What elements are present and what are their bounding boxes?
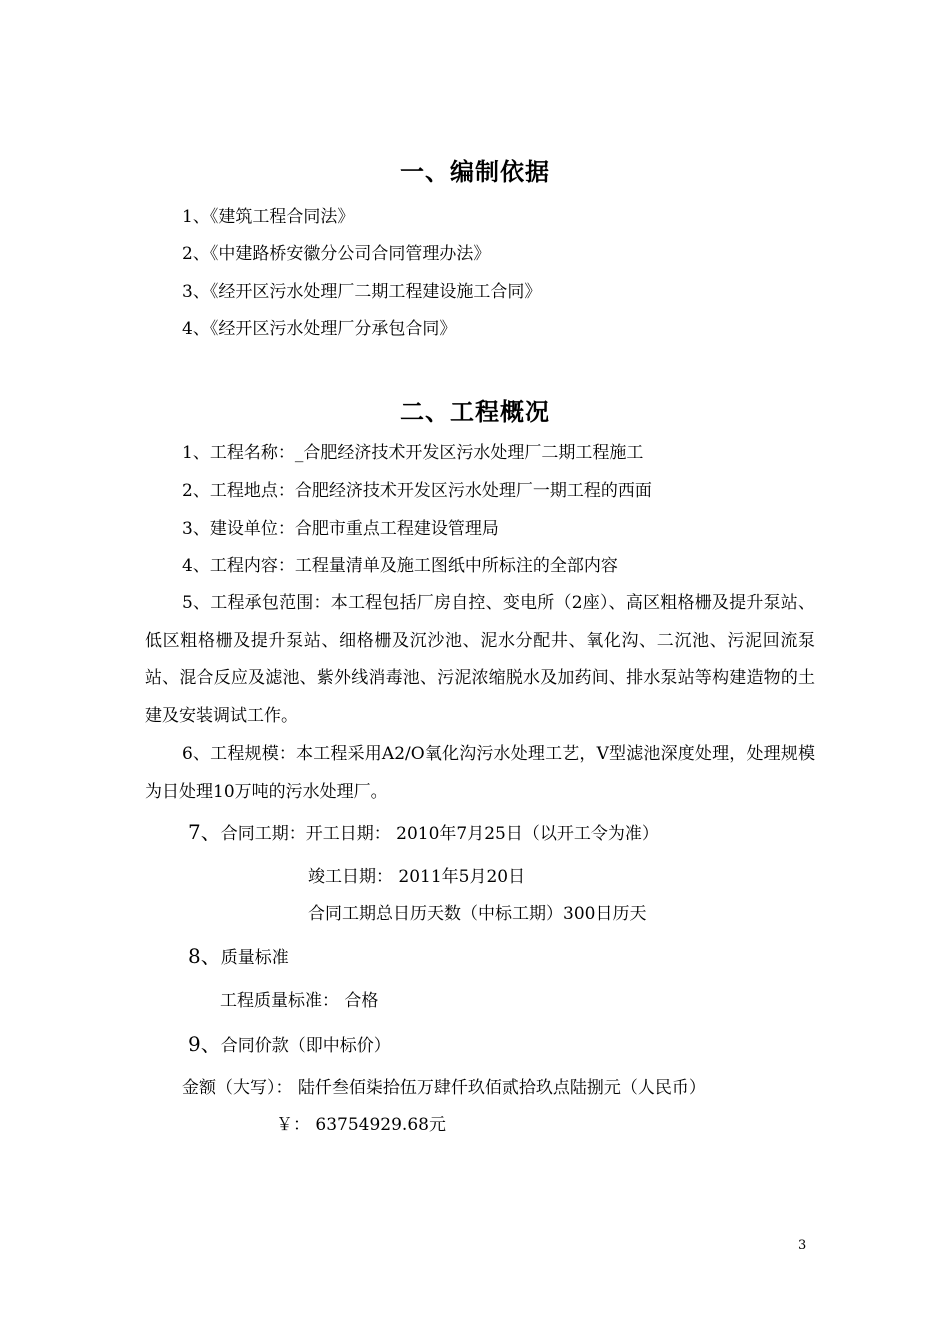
price-label: 合同价款（即中标价）: [220, 1036, 391, 1056]
overview-item-3: 3、建设单位：合肥市重点工程建设管理局: [182, 519, 499, 539]
completion-date: 竣工日期： 2011年5月20日: [308, 867, 526, 887]
page-number: 3: [798, 1238, 807, 1253]
price-in-figures: ￥： 63754929.68元: [276, 1115, 446, 1135]
section-2-heading: 二、工程概况: [400, 397, 550, 426]
basis-item-3: 3、《经开区污水处理厂二期工程建设施工合同》: [182, 282, 542, 302]
period-label: 合同工期：开工日期： 2010年7月25日（以开工令为准）: [220, 824, 659, 844]
basis-item-4: 4、《经开区污水处理厂分承包合同》: [182, 319, 457, 339]
quality-line: [188, 945, 289, 969]
quality-label: 质量标准: [220, 948, 289, 968]
price-number: 9、: [188, 1032, 221, 1056]
basis-item-2: 2、《中建路桥安徽分公司合同管理办法》: [182, 244, 491, 264]
quality-number: 8、: [188, 944, 221, 968]
total-duration: 合同工期总日历天数（中标工期）300日历天: [308, 904, 647, 924]
overview-item-1: 1、工程名称：_合肥经济技术开发区污水处理厂二期工程施工: [182, 443, 644, 463]
scale-text: 6、工程规模：本工程采用A2/O氧化沟污水处理工艺，V型滤池深度处理，处理规模为日处理10万吨的污水处理厂。: [145, 744, 815, 802]
price-in-words: 金额（大写）： 陆仟叁佰柒拾伍万肆仟玖佰贰拾玖点陆捌元（人民币）: [182, 1078, 706, 1098]
scope-paragraph: [145, 585, 815, 736]
basis-item-1: 1、《建筑工程合同法》: [182, 207, 355, 227]
period-number: 7、: [188, 820, 221, 844]
overview-item-4: 4、工程内容：工程量清单及施工图纸中所标注的全部内容: [182, 556, 618, 576]
section-1-heading: 一、编制依据: [400, 157, 550, 186]
price-line: [188, 1033, 391, 1057]
scope-text: 5、工程承包范围：本工程包括厂房自控、变电所（2座）、高区粗格栅及提升泵站、低区粗格栅及提升泵站、细格栅及沉沙池、泥水分配井、氧化沟、二沉池、污泥回流泵站、混合反应及滤池、紫外线消毒池、污泥浓缩脱水及加药间、排水泵站等构建造物的土建及安装调试工作。: [145, 593, 815, 727]
quality-standard: 工程质量标准： 合格: [220, 991, 379, 1011]
period-line: [188, 821, 659, 845]
scale-paragraph: [145, 736, 815, 811]
overview-item-2: 2、工程地点：合肥经济技术开发区污水处理厂一期工程的西面: [182, 481, 652, 501]
